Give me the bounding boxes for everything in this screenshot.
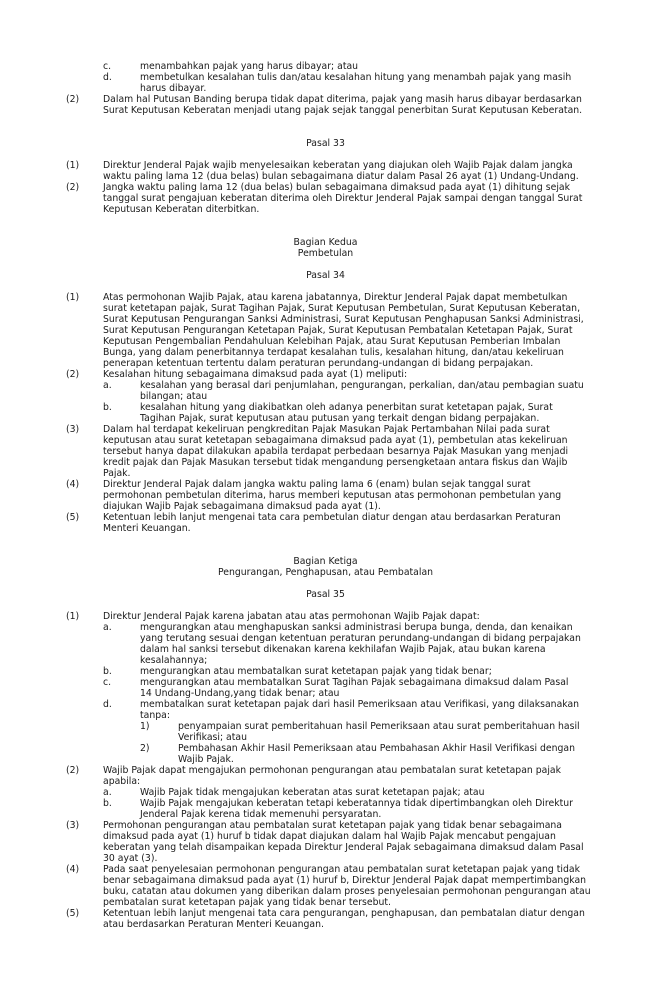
item-text bbox=[103, 820, 651, 864]
text-line: Direktur Jenderal Pajak wajib menyelesaikan keberatan yang diajukan oleh Wajib Pajak dalam jangka bbox=[103, 160, 573, 171]
text-line: kesalahan yang berasal dari penjumlahan, pengurangan, perkalian, dan/atau pembagian suatu bbox=[140, 380, 584, 391]
list-item bbox=[0, 765, 651, 787]
list-item bbox=[0, 743, 651, 765]
item-number: (1) bbox=[66, 292, 80, 303]
list-item bbox=[0, 94, 651, 116]
text-line: Permohonan pengurangan atau pembatalan surat ketetapan pajak yang tidak benar sebagaimana bbox=[103, 820, 562, 831]
text-line: dalam hal sanksi tersebut dikenakan karena kekhilafan Wajib Pajak, atau bukan karena bbox=[140, 644, 546, 655]
text-line: apabila: bbox=[103, 776, 141, 787]
item-number: (1) bbox=[66, 611, 80, 622]
text-line: Wajib Pajak. bbox=[178, 754, 234, 765]
text-line: buku, catatan atau dokumen yang diberikan dalam proses penyelesaian permohonan pengurangan atau bbox=[103, 886, 591, 897]
text-line: penerapan ketentuan tertentu dalam peraturan perundang-undangan di bidang perpajakan. bbox=[103, 358, 534, 369]
text-line: Tagihan Pajak, surat keputusan atau putusan yang terkait dengan bidang perpajakan. bbox=[140, 413, 540, 424]
item-number: d. bbox=[103, 72, 112, 83]
list-item bbox=[0, 699, 651, 721]
text-line: Surat Keputusan Pengurangan Ketetapan Pajak, Surat Keputusan Pembatalan Ketetapan Pajak, Surat bbox=[103, 325, 573, 336]
item-text bbox=[178, 743, 651, 765]
text-line: bilangan; atau bbox=[140, 391, 208, 402]
item-number: (2) bbox=[66, 765, 80, 776]
text-line: 14 Undang-Undang,yang tidak benar; atau bbox=[140, 688, 340, 699]
list-item bbox=[0, 622, 651, 666]
item-number: 1) bbox=[140, 721, 150, 732]
text-line: Direktur Jenderal Pajak karena jabatan atau atas permohonan Wajib Pajak dapat: bbox=[103, 611, 480, 622]
item-text bbox=[140, 666, 651, 677]
item-text bbox=[140, 622, 651, 666]
item-text bbox=[103, 765, 651, 787]
text-line: kredit pajak dan Pajak Masukan tersebut tidak mengandung persengketaan antara fiskus dan Wajib bbox=[103, 457, 568, 468]
text-line: Dalam hal terdapat kekeliruan pengkreditan Pajak Masukan Pajak Pertambahan Nilai pada surat bbox=[103, 424, 550, 435]
text-line: mengurangkan atau menghapuskan sanksi administrasi berupa bunga, denda, dan kenaikan bbox=[140, 622, 573, 633]
item-text bbox=[103, 424, 651, 479]
list-item bbox=[0, 182, 651, 215]
article-heading: Pasal 35 bbox=[306, 589, 345, 600]
text-line: Verifikasi; atau bbox=[178, 732, 247, 743]
item-number: a. bbox=[103, 380, 112, 391]
text-line: Pada saat penyelesaian permohonan pengurangan atau pembatalan surat ketetapan pajak yang tidak bbox=[103, 864, 580, 875]
part-heading: Bagian Ketiga bbox=[293, 556, 358, 567]
item-text bbox=[103, 611, 651, 622]
text-line: membatalkan surat ketetapan pajak dari hasil Pemeriksaan atau Verifikasi, yang dilaksanakan bbox=[140, 699, 580, 710]
item-number: 2) bbox=[140, 743, 150, 754]
item-number: (2) bbox=[66, 369, 80, 380]
part-subtitle: Pengurangan, Penghapusan, atau Pembatalan bbox=[217, 567, 434, 578]
list-item bbox=[0, 864, 651, 908]
item-number: (5) bbox=[66, 512, 80, 523]
text-line: Jenderal Pajak kerena tidak memenuhi persyaratan. bbox=[140, 809, 382, 820]
list-item bbox=[0, 611, 651, 622]
text-line: Surat Keputusan Keberatan menjadi utang pajak sejak tanggal penerbitan Surat Keputusan Keberatan. bbox=[103, 105, 583, 116]
text-line: Direktur Jenderal Pajak dalam jangka waktu paling lama 6 (enam) bulan sejak tanggal surat bbox=[103, 479, 531, 490]
text-line: Keputusan Pengembalian Pendahuluan Kelebihan Pajak, atau Surat Keputusan Pemberian Imbalan bbox=[103, 336, 561, 347]
item-number: a. bbox=[103, 787, 112, 798]
list-item bbox=[0, 292, 651, 369]
text-line: Kesalahan hitung sebagaimana dimaksud pada ayat (1) meliputi: bbox=[103, 369, 408, 380]
text-line: Atas permohonan Wajib Pajak, atau karena jabatannya, Direktur Jenderal Pajak dapat membetulkan bbox=[103, 292, 568, 303]
list-item bbox=[0, 479, 651, 512]
item-number: (1) bbox=[66, 160, 80, 171]
text-line: keputusan atau surat ketetapan sebagaimana dimaksud pada ayat (1), pembetulan atas kekeliruan bbox=[103, 435, 568, 446]
pasal-section bbox=[0, 556, 651, 930]
list-item bbox=[0, 820, 651, 864]
article-items bbox=[0, 611, 651, 930]
pasal-section bbox=[0, 237, 651, 534]
text-line: Pembahasan Akhir Hasil Pemeriksaan atau Pembahasan Akhir Hasil Verifikasi dengan bbox=[178, 743, 576, 754]
list-item bbox=[0, 666, 651, 677]
text-line: Menteri Keuangan. bbox=[103, 523, 191, 534]
list-item bbox=[0, 61, 651, 72]
preface-items bbox=[0, 61, 651, 116]
item-text bbox=[103, 182, 651, 215]
item-text bbox=[140, 677, 651, 699]
text-line: mengurangkan atau membatalkan surat ketetapan pajak yang tidak benar; bbox=[140, 666, 492, 677]
text-line: kesalahannya; bbox=[140, 655, 208, 666]
item-number: c. bbox=[103, 677, 112, 688]
item-text bbox=[140, 787, 651, 798]
text-line: yang terutang sesuai dengan ketentuan peraturan perundang-undangan di bidang perpajakan bbox=[140, 633, 581, 644]
item-text bbox=[103, 369, 651, 380]
item-text bbox=[103, 160, 651, 182]
text-line: Jangka waktu paling lama 12 (dua belas) bulan sebagaimana dimaksud pada ayat (1) dihitung sejak bbox=[103, 182, 570, 193]
item-text bbox=[103, 908, 651, 930]
list-item bbox=[0, 72, 651, 94]
text-line: menambahkan pajak yang harus dibayar; atau bbox=[140, 61, 359, 72]
list-item bbox=[0, 402, 651, 424]
item-text bbox=[140, 380, 651, 402]
item-number: b. bbox=[103, 402, 112, 413]
item-number: b. bbox=[103, 798, 112, 809]
article-items bbox=[0, 292, 651, 534]
text-line: harus dibayar. bbox=[140, 83, 207, 94]
item-text bbox=[140, 798, 651, 820]
list-item bbox=[0, 512, 651, 534]
article-heading: Pasal 33 bbox=[306, 138, 345, 149]
document-page bbox=[0, 61, 651, 930]
item-text bbox=[103, 94, 651, 116]
item-number: (2) bbox=[66, 182, 80, 193]
text-line: waktu paling lama 12 (dua belas) bulan sebagaimana diatur dalam Pasal 26 ayat (1) Undang-Undang. bbox=[103, 171, 579, 182]
item-text bbox=[103, 512, 651, 534]
list-item bbox=[0, 677, 651, 699]
list-item bbox=[0, 369, 651, 380]
text-line: tanpa: bbox=[140, 710, 170, 721]
item-text bbox=[103, 292, 651, 369]
item-number: (3) bbox=[66, 424, 80, 435]
text-line: Wajib Pajak dapat mengajukan permohonan pengurangan atau pembatalan surat ketetapan pajak bbox=[103, 765, 562, 776]
text-line: penyampaian surat pemberitahuan hasil Pemeriksaan atau surat pemberitahuan hasil bbox=[178, 721, 580, 732]
list-item bbox=[0, 160, 651, 182]
item-text bbox=[140, 699, 651, 721]
text-line: 30 ayat (3). bbox=[103, 853, 158, 864]
text-line: Wajib Pajak mengajukan keberatan tetapi keberatannya tidak dipertimbangkan oleh Direktur bbox=[140, 798, 573, 809]
part-heading: Bagian Kedua bbox=[293, 237, 358, 248]
text-line: dimaksud pada ayat (1) huruf b tidak dapat diajukan dalam hal Wajib Pajak mencabut pengajuan bbox=[103, 831, 556, 842]
text-line: mengurangkan atau membatalkan Surat Tagihan Pajak sebagaimana dimaksud dalam Pasal bbox=[140, 677, 569, 688]
list-item bbox=[0, 908, 651, 930]
item-number: b. bbox=[103, 666, 112, 677]
text-line: Ketentuan lebih lanjut mengenai tata cara pembetulan diatur dengan atau berdasarkan Peraturan bbox=[103, 512, 561, 523]
text-line: keberatan yang telah disampaikan kepada Direktur Jenderal Pajak sebagaimana dimaksud dalam Pasal bbox=[103, 842, 584, 853]
text-line: Surat Keputusan Pengurangan Sanksi Administrasi, Surat Keputusan Penghapusan Sanksi Administrasi, bbox=[103, 314, 584, 325]
item-text bbox=[140, 72, 651, 94]
text-line: Dalam hal Putusan Banding berupa tidak dapat diterima, pajak yang masih harus dibayar berdasarkan bbox=[103, 94, 582, 105]
text-line: permohonan pembetulan diterima, harus memberi keputusan atas permohonan pembetulan yang bbox=[103, 490, 562, 501]
pasal-section bbox=[0, 138, 651, 215]
item-number: (3) bbox=[66, 820, 80, 831]
item-number: (2) bbox=[66, 94, 80, 105]
item-number: c. bbox=[103, 61, 112, 72]
list-item bbox=[0, 721, 651, 743]
list-item bbox=[0, 798, 651, 820]
text-line: tersebut hanya dapat dilakukan apabila terdapat perbedaan besarnya Pajak Masukan yang menjadi bbox=[103, 446, 569, 457]
item-number: a. bbox=[103, 622, 112, 633]
text-line: membetulkan kesalahan tulis dan/atau kesalahan hitung yang menambah pajak yang masih bbox=[140, 72, 572, 83]
item-text bbox=[103, 479, 651, 512]
text-line: pembatalan surat ketetapan pajak yang tidak benar tersebut. bbox=[103, 897, 391, 908]
text-line: Ketentuan lebih lanjut mengenai tata cara pengurangan, penghapusan, dan pembatalan diatur dengan bbox=[103, 908, 585, 919]
list-item bbox=[0, 380, 651, 402]
text-line: Wajib Pajak tidak mengajukan keberatan atas surat ketetapan pajak; atau bbox=[140, 787, 485, 798]
text-line: surat ketetapan pajak, Surat Tagihan Pajak, Surat Keputusan Pembetulan, Surat Keputusan Keberatan, bbox=[103, 303, 581, 314]
list-item bbox=[0, 787, 651, 798]
item-text bbox=[103, 864, 651, 908]
item-text bbox=[178, 721, 651, 743]
text-line: benar sebagaimana dimaksud pada ayat (1) huruf b, Direktur Jenderal Pajak dapat mempertimbangkan bbox=[103, 875, 587, 886]
text-line: Pajak. bbox=[103, 468, 131, 479]
text-line: Keputusan Keberatan diterbitkan. bbox=[103, 204, 260, 215]
text-line: atau berdasarkan Peraturan Menteri Keuangan. bbox=[103, 919, 324, 930]
item-number: (4) bbox=[66, 864, 80, 875]
item-text bbox=[140, 61, 651, 72]
item-number: (5) bbox=[66, 908, 80, 919]
text-line: tanggal surat pengajuan keberatan diterima oleh Direktur Jenderal Pajak sampai dengan tanggal Surat bbox=[103, 193, 583, 204]
article-items bbox=[0, 160, 651, 215]
item-number: d. bbox=[103, 699, 112, 710]
text-line: Bunga, yang dalam penerbitannya terdapat kesalahan tulis, kesalahan hitung, dan/atau kekeliruan bbox=[103, 347, 564, 358]
item-number: (4) bbox=[66, 479, 80, 490]
list-item bbox=[0, 424, 651, 479]
article-heading: Pasal 34 bbox=[306, 270, 345, 281]
text-line: kesalahan hitung yang diakibatkan oleh adanya penerbitan surat ketetapan pajak, Surat bbox=[140, 402, 553, 413]
part-subtitle: Pembetulan bbox=[297, 248, 354, 259]
item-text bbox=[140, 402, 651, 424]
text-line: diajukan Wajib Pajak sebagaimana dimaksud pada ayat (1). bbox=[103, 501, 381, 512]
